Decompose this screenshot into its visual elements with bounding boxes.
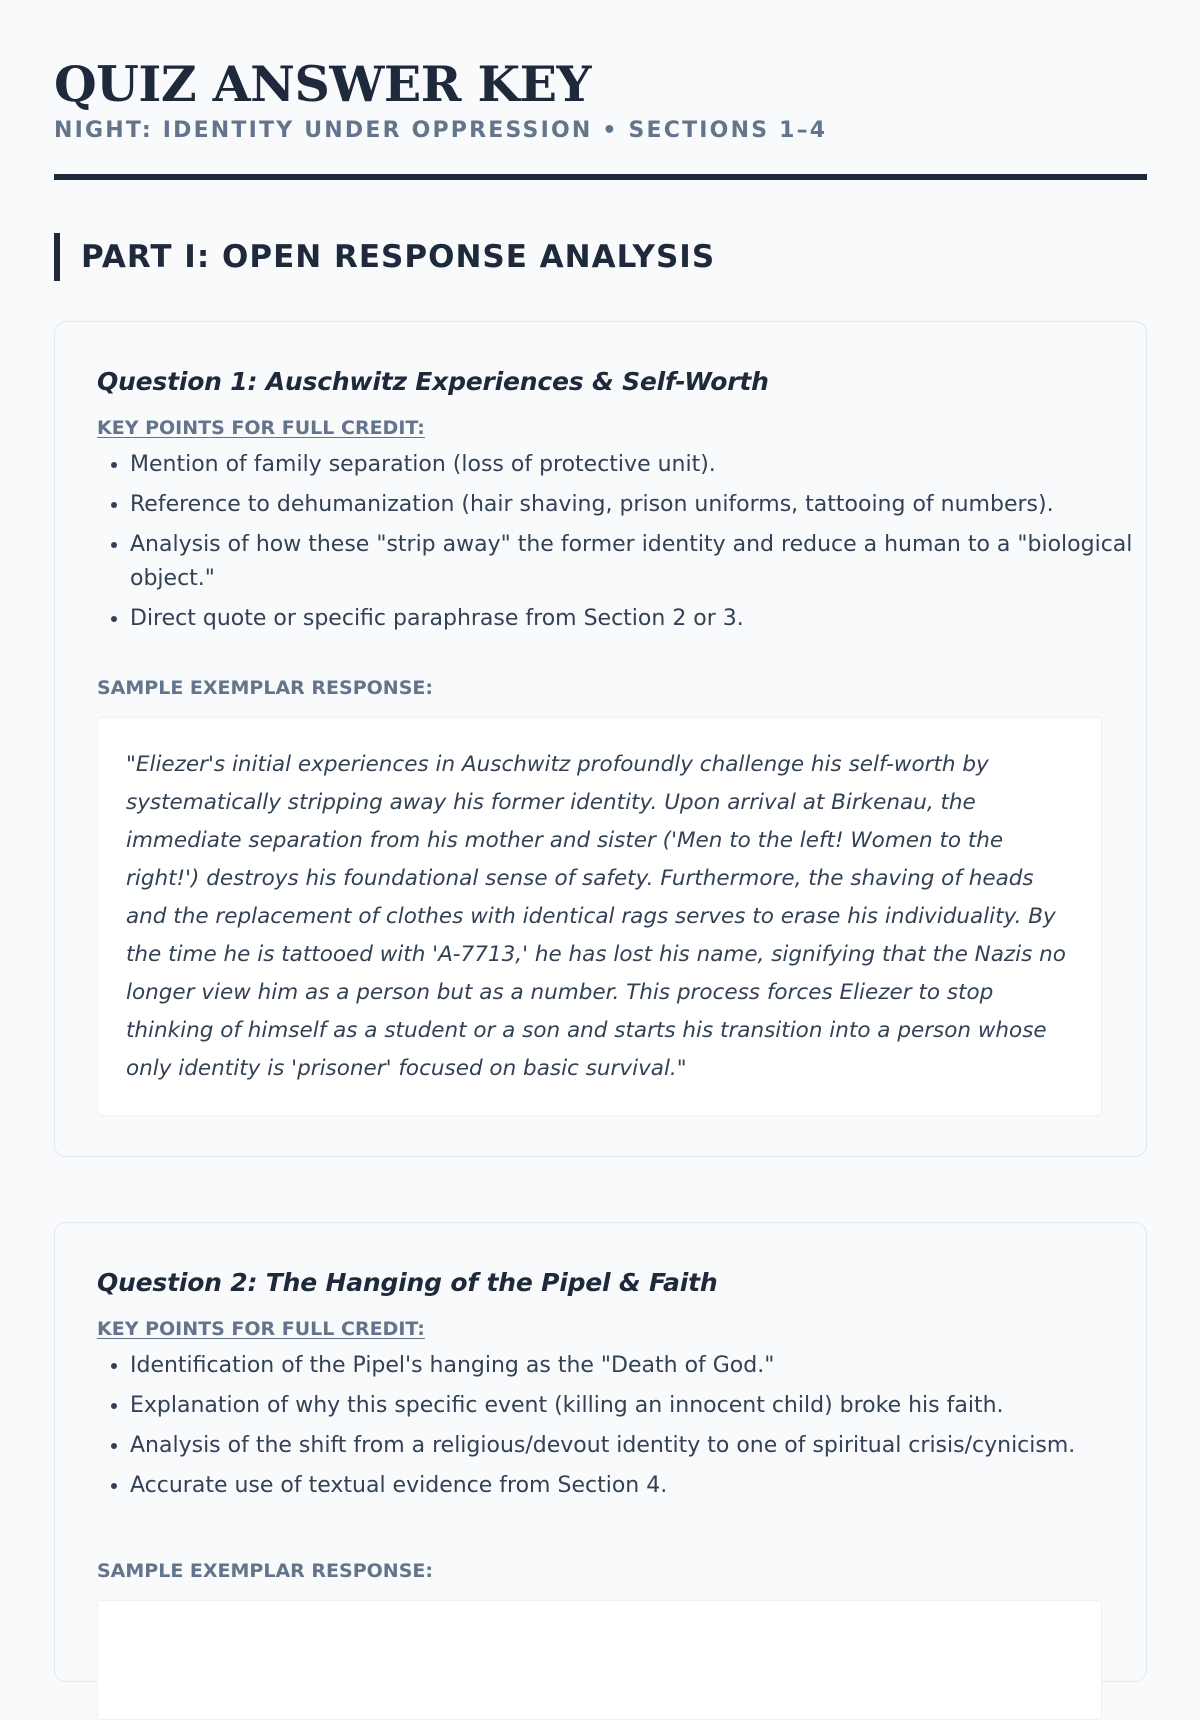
key-point-item: • Direct quote or specific paraphrase from Section 2 or 3. (130, 602, 1135, 636)
key-points-list (97, 448, 1135, 642)
question-card-2 (54, 1222, 1147, 1682)
key-points-label: KEY POINTS FOR FULL CREDIT: (97, 417, 425, 439)
key-point-item: • Mention of family separation (loss of protective unit). (130, 448, 1135, 482)
question-title: Question 2: The Hanging of the Pipel & Faith (97, 1268, 718, 1297)
key-points-list (97, 1349, 1135, 1509)
title-divider (54, 174, 1147, 180)
key-point-item: • Accurate use of textual evidence from Section 4. (130, 1469, 1135, 1503)
page-title: QUIZ ANSWER KEY (54, 55, 591, 113)
question-title: Question 1: Auschwitz Experiences & Self-Worth (97, 367, 769, 396)
question-card-1 (54, 321, 1147, 1157)
key-point-item: • Explanation of why this specific event (killing an innocent child) broke his faith. (130, 1389, 1135, 1423)
key-point-item: • Analysis of how these "strip away" the former identity and reduce a human to a "biological object." (130, 528, 1135, 596)
section-heading: PART I: OPEN RESPONSE ANALYSIS (54, 233, 1147, 281)
exemplar-label: SAMPLE EXEMPLAR RESPONSE: (97, 677, 433, 699)
exemplar-response (97, 1600, 1102, 1720)
key-point-item: • Identification of the Pipel's hanging as the "Death of God." (130, 1349, 1135, 1383)
key-point-item: • Analysis of the shift from a religious/devout identity to one of spiritual crisis/cynicism. (130, 1429, 1135, 1463)
key-point-item: • Reference to dehumanization (hair shaving, prison uniforms, tattooing of numbers). (130, 488, 1135, 522)
exemplar-label: SAMPLE EXEMPLAR RESPONSE: (97, 1560, 433, 1582)
exemplar-response: "Eliezer's initial experiences in Auschwitz profoundly challenge his self-worth by systematically stripping away his former identity. Upon arrival at Birkenau, the immediate separation from his mother and sister ('Men to the left! Women to the right!') destroys his foundational sense of safety. Furthermore, the shaving of heads and the replacement of clothes with identical rags serves to erase his individuality. By the time he is tattooed with 'A-7713,' he has lost his name, signifying that the Nazis no longer view him as a person but as a number. This process forces Eliezer to stop thinking of himself as a student or a son and starts his transition into a person whose only identity is 'prisoner' focused on basic survival." (97, 717, 1102, 1116)
key-points-label: KEY POINTS FOR FULL CREDIT: (97, 1318, 425, 1340)
page-subtitle: NIGHT: IDENTITY UNDER OPPRESSION • SECTIONS 1–4 (54, 118, 828, 143)
